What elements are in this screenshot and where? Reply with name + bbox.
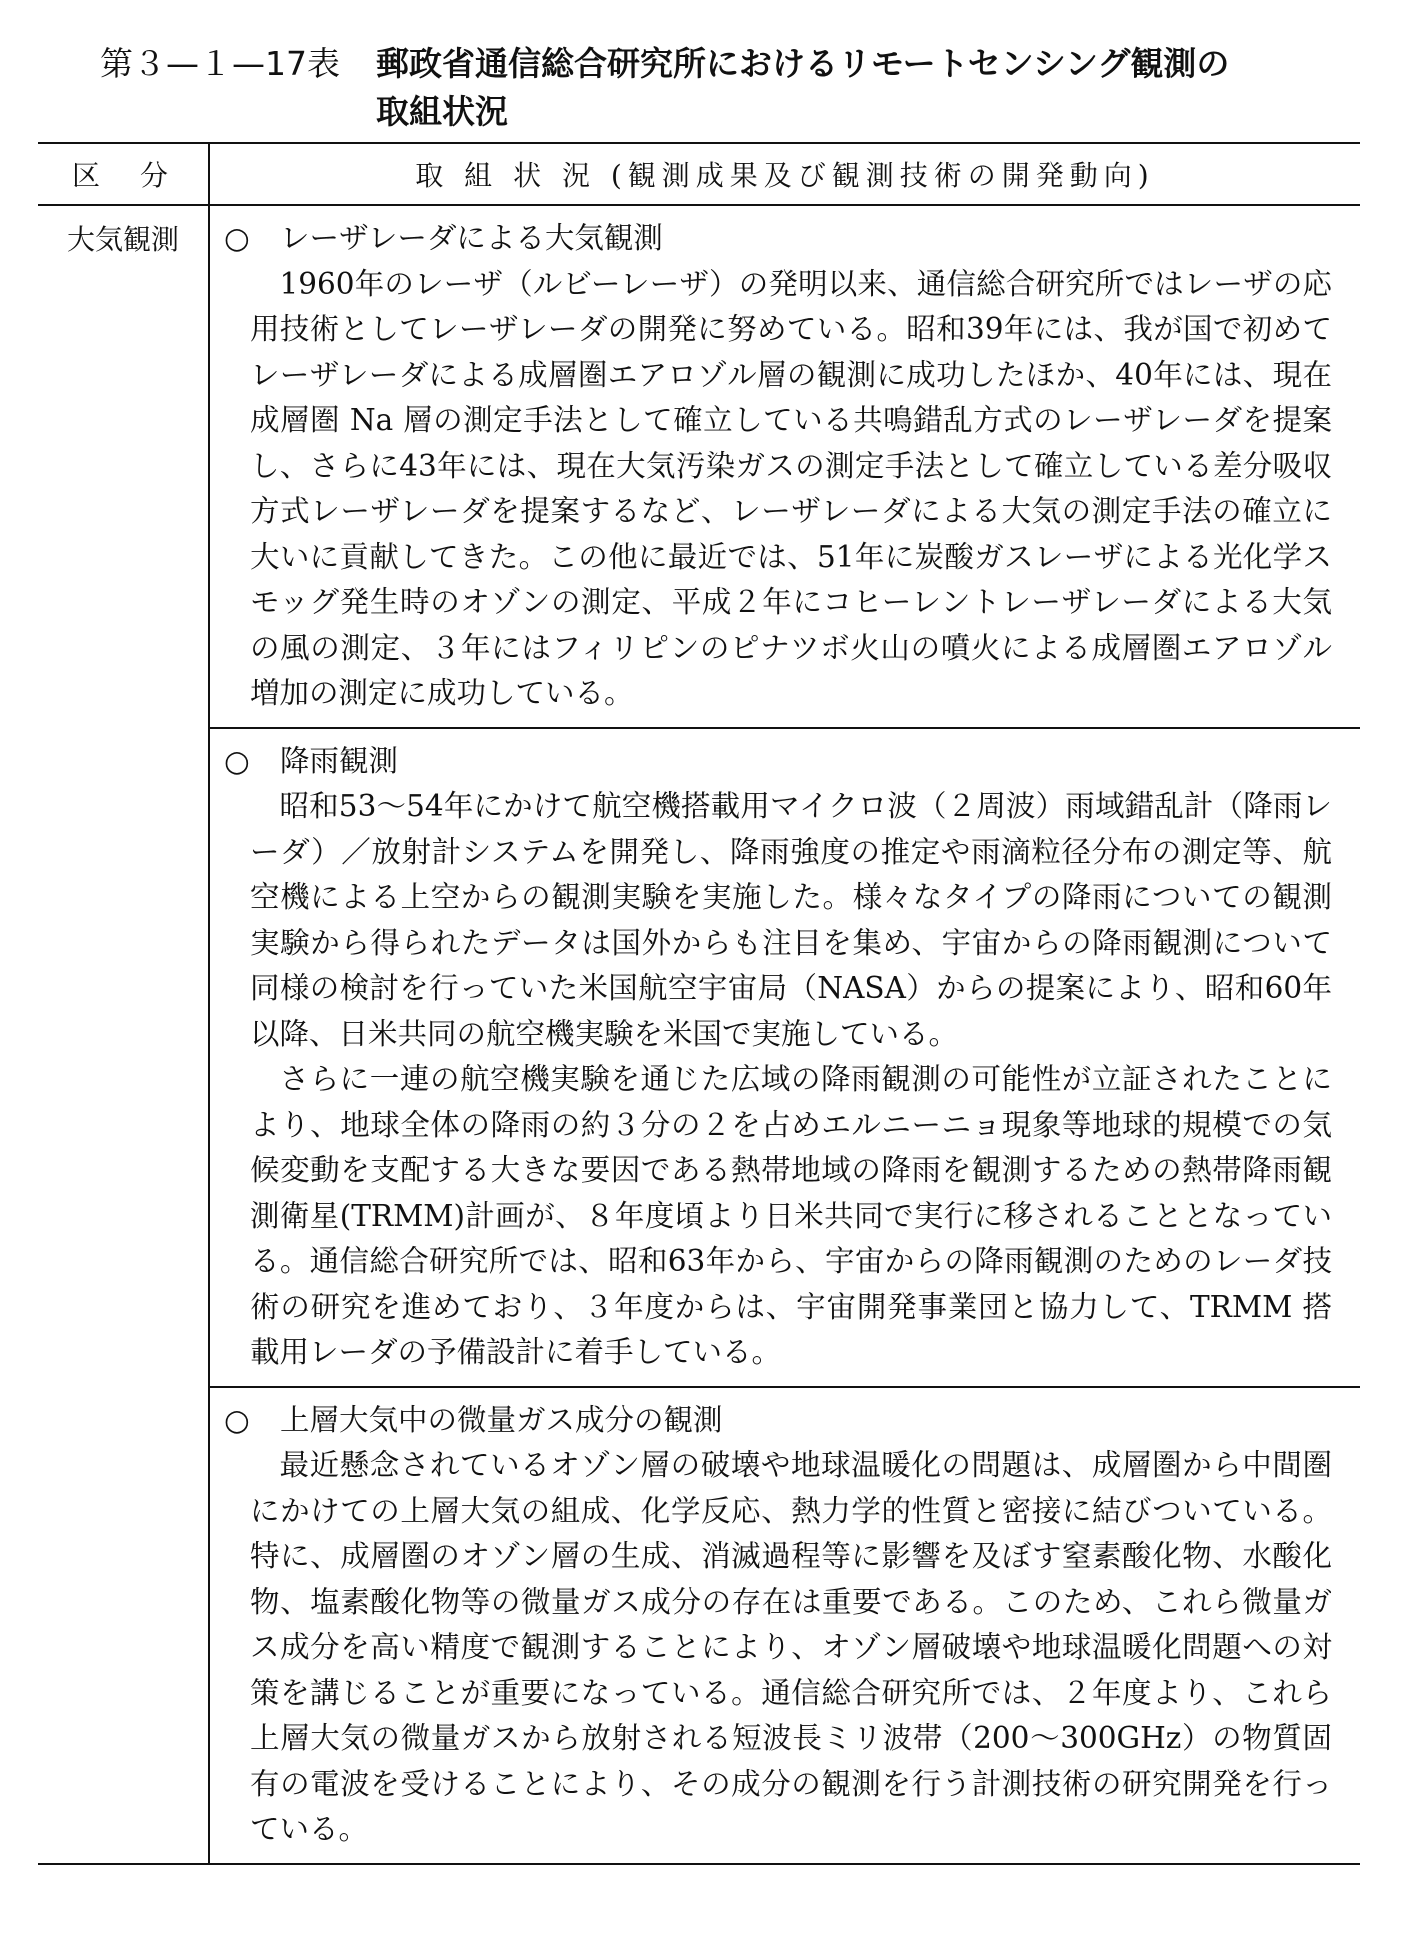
category-cell: 大気観測 xyxy=(38,205,209,1864)
section-heading-text: 上層大気中の微量ガス成分の観測 xyxy=(280,1402,723,1437)
section-laser-radar xyxy=(209,205,1360,728)
section-paragraph: 最近懸念されているオゾン層の破壊や地球温暖化の問題は、成層圏から中間圏にかけての上層大気の組成、化学反応、熱力学的性質と密接に結びついている。特に、成層圏のオゾン層の生成、消滅過程等に影響を及ぼす窒素酸化物、水酸化物、塩素酸化物等の微量ガス成分の存在は重要である。このため、これら微量ガス成分を高い精度で観測することにより、オゾン層破壊や地球温暖化問題への対策を講じることが重要になっている。通信総合研究所では、２年度より、これら上層大気の微量ガスから放射される短波長ミリ波帯（200〜300GHz）の物質固有の電波を受けることにより、その成分の観測を行う計測技術の研究開発を行っている。 xyxy=(250,1448,1332,1846)
section-paragraph: 1960年のレーザ（ルビーレーザ）の発明以来、通信総合研究所ではレーザの応用技術としてレーザレーダの開発に努めている。昭和39年には、我が国で初めてレーザレーダによる成層圏エアロゾル層の観測に成功したほか、40年には、現在成層圏 Na 層の測定手法として確立している共鳴錯乱方式のレーザレーダを提案し、さらに43年には、現在大気汚染ガスの測定手法として確立している差分吸収方式レーザレーダを提案するなど、レーザレーダによる大気の測定手法の確立に大いに貢献してきた。この他に最近では、51年に炭酸ガスレーザによる光化学スモッグ発生時のオゾンの測定、平成２年にコヒーレントレーザレーダによる大気の風の測定、３年にはフィリピンのピナツボ火山の噴火による成層圏エアロゾル増加の測定に成功している。 xyxy=(250,266,1332,710)
main-table xyxy=(38,142,1360,1865)
table-row xyxy=(38,1387,1360,1864)
header-content: 取 組 状 況 (観測成果及び観測技術の開発動向) xyxy=(209,143,1360,205)
section-heading xyxy=(224,1398,1332,1444)
table-title-line-1: 郵政省通信総合研究所におけるリモートセンシング観測の xyxy=(376,44,1230,83)
bullet-icon: ○ xyxy=(224,1402,250,1437)
table-header-row xyxy=(38,143,1360,205)
table-title-text xyxy=(376,40,1306,136)
section-paragraph: 昭和53〜54年にかけて航空機搭載用マイクロ波（２周波）雨域錯乱計（降雨レーダ）／放射計システムを開発し、降雨強度の推定や雨滴粒径分布の測定等、航空機による上空からの観測実験を実施した。様々なタイプの降雨についての観測実験から得られたデータは国外からも注目を集め、宇宙からの降雨観測について同様の検討を行っていた米国航空宇宙局（NASA）からの提案により、昭和60年以降、日米共同の航空機実験を米国で実施している。 xyxy=(250,789,1332,1051)
header-category: 区 分 xyxy=(38,143,209,205)
section-rainfall xyxy=(209,728,1360,1387)
section-heading-text: 降雨観測 xyxy=(280,743,399,778)
section-heading xyxy=(224,216,1332,262)
section-trace-gas xyxy=(209,1387,1360,1864)
section-heading xyxy=(224,739,1332,785)
table-number: 第３—１—17表 xyxy=(100,44,340,83)
table-row xyxy=(38,205,1360,728)
bullet-icon: ○ xyxy=(224,221,250,255)
section-paragraph: さらに一連の航空機実験を通じた広域の降雨観測の可能性が立証されたことにより、地球全体の降雨の約３分の２を占めエルニーニョ現象等地球的規模での気候変動を支配する大きな要因である熱帯地域の降雨を観測するための熱帯降雨観測衛星(TRMM)計画が、８年度頃より日米共同で実行に移されることとなっている。通信総合研究所では、昭和63年から、宇宙からの降雨観測のためのレーダ技術の研究を進めており、３年度からは、宇宙開発事業団と協力して、TRMM 搭載用レーダの予備設計に着手している。 xyxy=(250,1062,1332,1369)
table-row xyxy=(38,728,1360,1387)
section-heading-text: レーザレーダによる大気観測 xyxy=(280,221,663,255)
table-title xyxy=(100,40,1330,136)
bullet-icon: ○ xyxy=(224,743,250,778)
table-title-line-2: 取組状況 xyxy=(376,92,508,131)
